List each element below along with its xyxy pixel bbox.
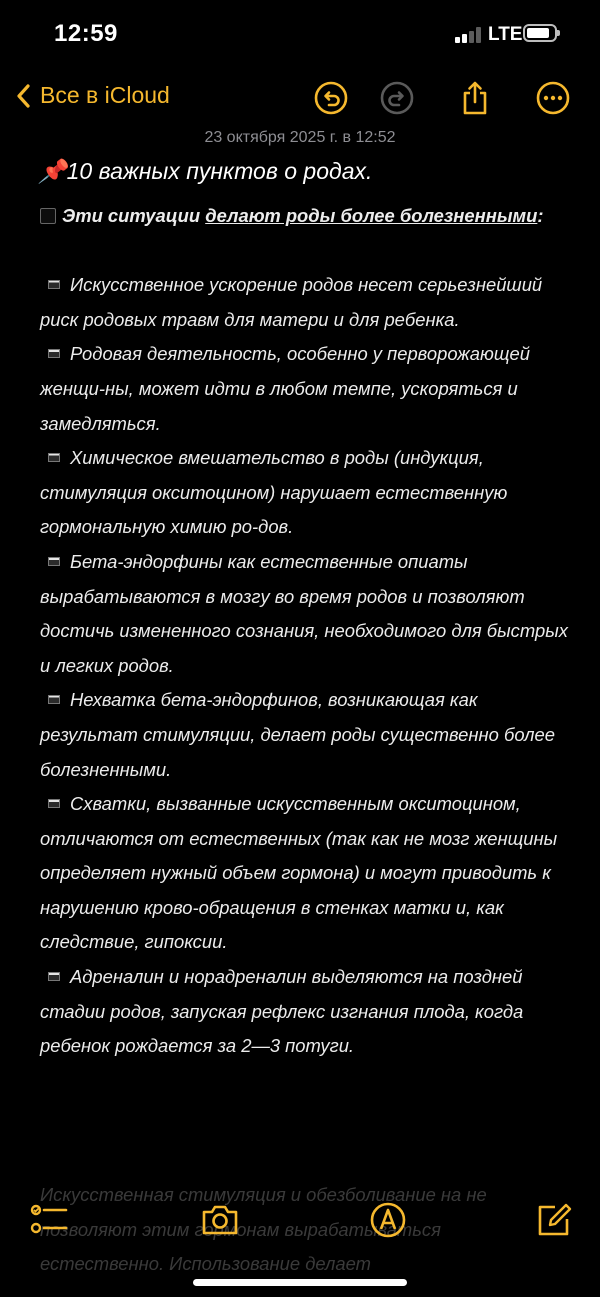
pen-tip-icon xyxy=(368,1200,408,1240)
bottom-toolbar xyxy=(0,1192,600,1248)
list-item-text: Искусственное ускорение родов несет серьезнейший риск родовых травм для матери и для ребенка. xyxy=(40,274,543,330)
list-item-text: Химическое вмешательство в роды (индукция, стимуляция окситоцином) нарушает естественную гормональную химию ро-дов. xyxy=(40,447,508,538)
compose-icon xyxy=(535,1200,575,1240)
bullet-icon xyxy=(48,453,60,462)
bullet-icon xyxy=(48,349,60,358)
list-item xyxy=(40,441,568,545)
list-item xyxy=(40,337,568,441)
bullet-icon xyxy=(48,799,60,808)
checkbox-icon xyxy=(40,208,56,224)
undo-button[interactable] xyxy=(313,80,349,116)
note-date: 23 октября 2025 г. в 12:52 xyxy=(204,129,396,146)
compose-button[interactable] xyxy=(535,1200,575,1240)
list-item xyxy=(40,545,568,683)
list-item xyxy=(40,787,568,960)
list-item xyxy=(40,268,568,337)
list-item-text: Схватки, вызванные искусственным окситоцином, отличаются от естественных (так как не мозг женщины определяет нужный объем гормона) и могут приводить к нарушению крово-обращения в стенках матки и, как следствие, гипоксии. xyxy=(40,793,558,953)
redo-icon xyxy=(379,80,415,116)
note-heading xyxy=(40,199,568,234)
list-item-text: Бета-эндорфины как естественные опиаты вырабатываются в мозгу во время родов и позволяют достичь измененного сознания, необходимого для быстрых и легких родов. xyxy=(40,550,568,676)
status-bar xyxy=(0,0,600,70)
heading-underlined-text: делают роды более болезненными xyxy=(205,205,538,226)
list-item-text: Адреналин и норадреналин выделяются на поздней стадии родов, запуская рефлекс изгнания плода, когда ребенок рождается за 2—3 потуги. xyxy=(40,966,524,1057)
list-item-text: Родовая деятельность, особенно у перворожающей женщи-ны, может идти в любом темпе, ускоряться и замедляться. xyxy=(40,343,530,434)
bullet-icon xyxy=(48,695,60,704)
network-type: LTE xyxy=(488,24,523,45)
undo-icon xyxy=(313,80,349,116)
heading-colon: : xyxy=(537,205,544,226)
cellular-signal-icon xyxy=(455,27,483,43)
chevron-left-icon xyxy=(16,84,30,108)
redo-button[interactable] xyxy=(379,80,415,116)
status-time: 12:59 xyxy=(54,20,118,47)
share-button[interactable] xyxy=(457,80,493,116)
markup-button[interactable] xyxy=(368,1200,408,1240)
back-button-label: Все в iCloud xyxy=(40,82,170,108)
list-item xyxy=(40,683,568,787)
list-item-text: Нехватка бета-эндорфинов, возникающая как результат стимуляции, делает роды существенно более болезненными. xyxy=(40,689,555,780)
back-button[interactable] xyxy=(16,82,170,109)
note-body[interactable] xyxy=(40,158,568,1064)
home-indicator[interactable] xyxy=(193,1279,407,1286)
note-title: 📌10 важных пунктов о родах. xyxy=(38,158,373,184)
nav-bar xyxy=(0,74,600,122)
camera-button[interactable] xyxy=(200,1200,240,1240)
bullet-icon xyxy=(48,557,60,566)
battery-icon xyxy=(523,24,557,42)
more-button[interactable] xyxy=(535,80,571,116)
bullet-icon xyxy=(48,972,60,981)
checklist-icon xyxy=(28,1200,68,1240)
bullet-icon xyxy=(48,280,60,289)
faded-text-under-toolbar: Искусственная стимуляция и обезболивание на не позволяют этим гормонам вырабатываться естественно. Использование делает xyxy=(40,1184,487,1275)
more-icon xyxy=(535,80,571,116)
heading-bold-text: Эти ситуации xyxy=(62,205,201,226)
checklist-button[interactable] xyxy=(28,1200,68,1240)
list-item xyxy=(40,960,568,1064)
camera-icon xyxy=(200,1200,240,1240)
share-icon xyxy=(457,80,493,116)
